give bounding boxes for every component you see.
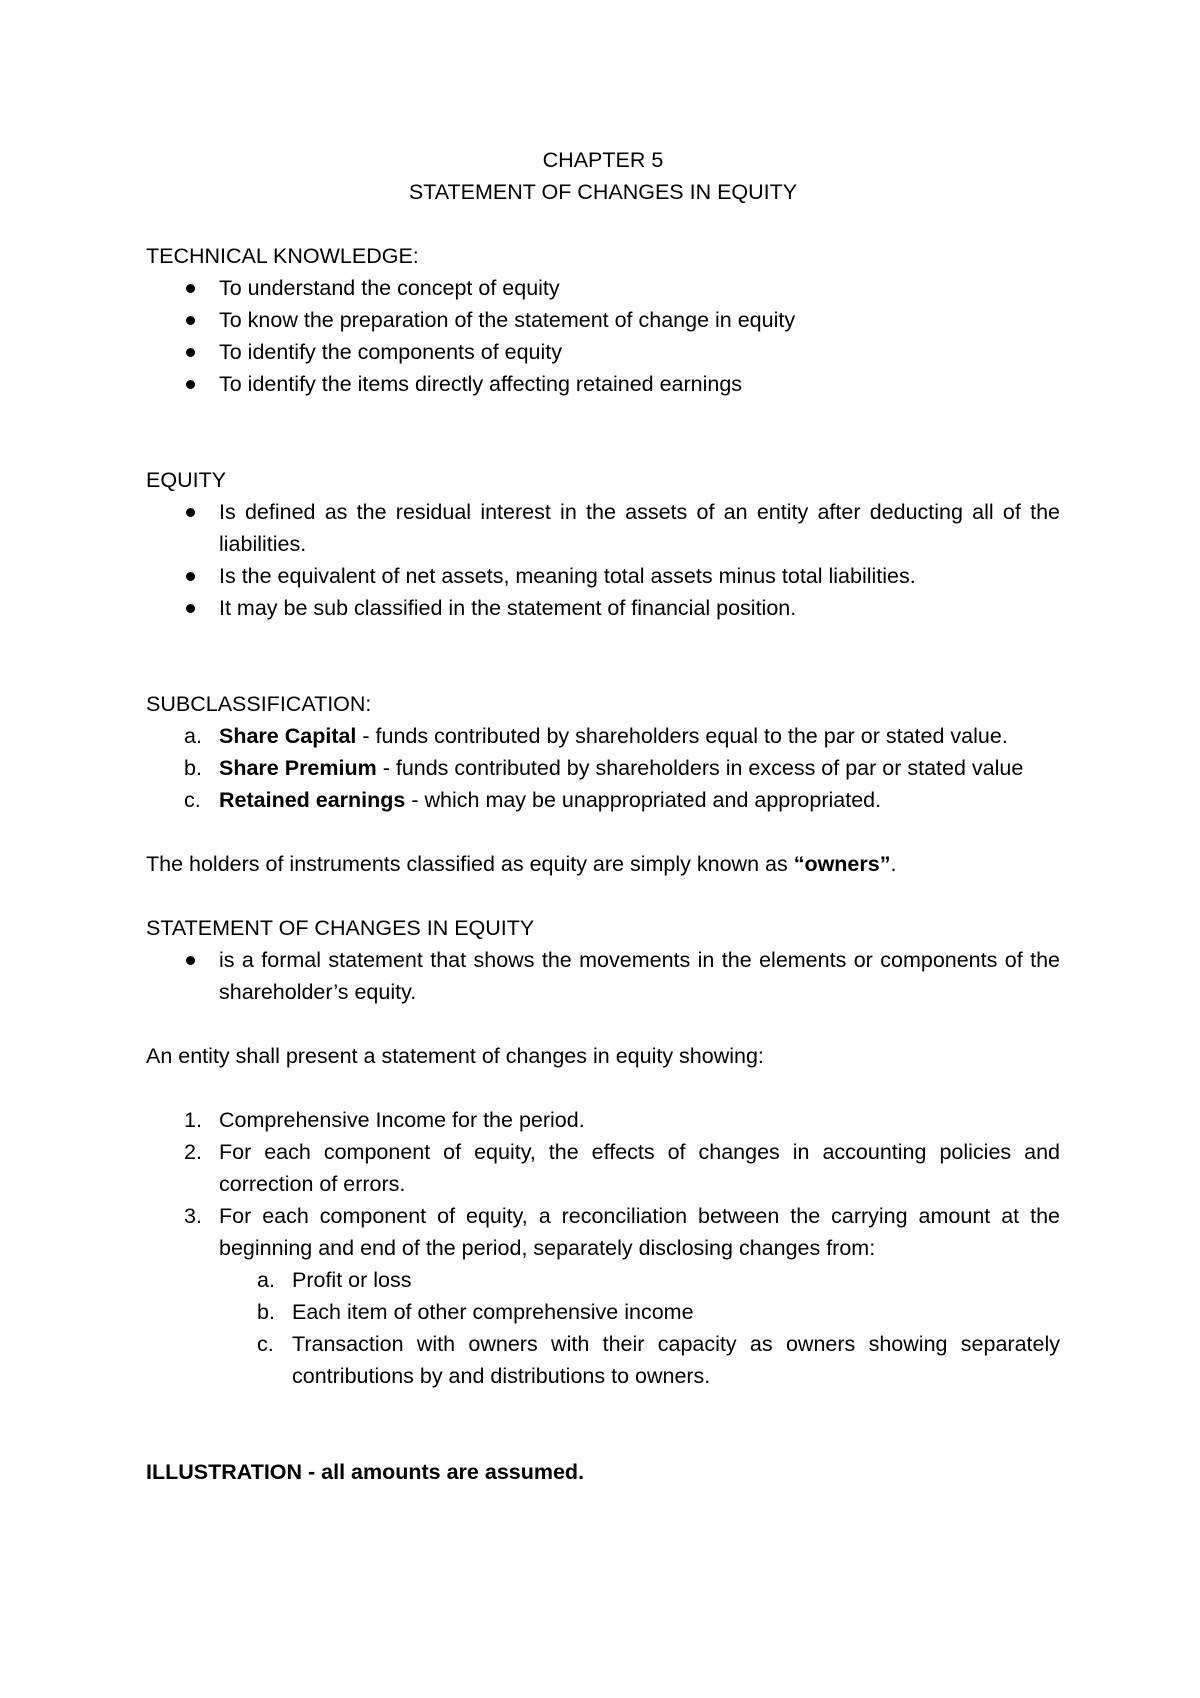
list-item: 3. For each component of equity, a reconciliation between the carrying amount at the beginning and end of the period, separately disclosing changes from: a. Profit or loss b. Each item of other comprehensive income c. Transaction with owners with their capacity as owners showing separately contributions by and distributions to owners. [146, 1200, 1060, 1392]
list-item: Is defined as the residual interest in the assets of an entity after deducting all of the liabilities. [146, 496, 1060, 560]
bullet-icon [186, 572, 195, 581]
list-item: To understand the concept of equity [146, 272, 1060, 304]
list-item: Is the equivalent of net assets, meaning total assets minus total liabilities. [146, 560, 1060, 592]
bullet-icon [186, 380, 195, 389]
equity-list [146, 496, 1060, 624]
presentation-sublist [219, 1264, 1060, 1392]
document-body [146, 144, 1060, 1488]
list-item: To identify the items directly affecting retained earnings [146, 368, 1060, 400]
list-item: a. Share Capital - funds contributed by shareholders equal to the par or stated value. [184, 724, 1008, 748]
bullet-icon [186, 284, 195, 293]
list-item: b. Share Premium - funds contributed by shareholders in excess of par or stated value [184, 756, 1024, 780]
list-item: To identify the components of equity [146, 336, 1060, 368]
bullet-icon [186, 604, 195, 613]
list-item: a. Profit or loss [257, 1268, 412, 1292]
soce-list [146, 944, 1060, 1008]
bullet-icon [186, 956, 195, 965]
list-item: is a formal statement that shows the movements in the elements or components of the shareholder’s equity. [146, 944, 1060, 1008]
list-item: 1. Comprehensive Income for the period. [184, 1108, 585, 1132]
equity-heading: EQUITY [146, 468, 227, 492]
list-item: 2. For each component of equity, the effects of changes in accounting policies and correction of errors. [184, 1140, 1060, 1196]
chapter-subtitle: STATEMENT OF CHANGES IN EQUITY [408, 180, 798, 204]
list-item: b. Each item of other comprehensive income [257, 1300, 694, 1324]
technical-knowledge-heading: TECHNICAL KNOWLEDGE: [146, 244, 419, 268]
presentation-intro: An entity shall present a statement of changes in equity showing: [146, 1044, 764, 1068]
technical-knowledge-list [146, 272, 1060, 400]
owners-note: The holders of instruments classified as equity are simply known as “owners”. [146, 852, 897, 876]
presentation-list [146, 1104, 1060, 1392]
subclassification-list [146, 720, 1060, 816]
list-item: To know the preparation of the statement of change in equity [146, 304, 1060, 336]
chapter-title: CHAPTER 5 [542, 148, 664, 172]
list-item: It may be sub classified in the statement of financial position. [146, 592, 1060, 624]
subclassification-heading: SUBCLASSIFICATION: [146, 692, 372, 716]
soce-heading: STATEMENT OF CHANGES IN EQUITY [146, 916, 535, 940]
list-item: c. Retained earnings - which may be unappropriated and appropriated. [184, 788, 882, 812]
illustration-heading: ILLUSTRATION - all amounts are assumed. [146, 1460, 585, 1484]
list-item: c. Transaction with owners with their capacity as owners showing separately contributions by and distributions to owners. [257, 1332, 1060, 1388]
bullet-icon [186, 508, 195, 517]
bullet-icon [186, 316, 195, 325]
bullet-icon [186, 348, 195, 357]
